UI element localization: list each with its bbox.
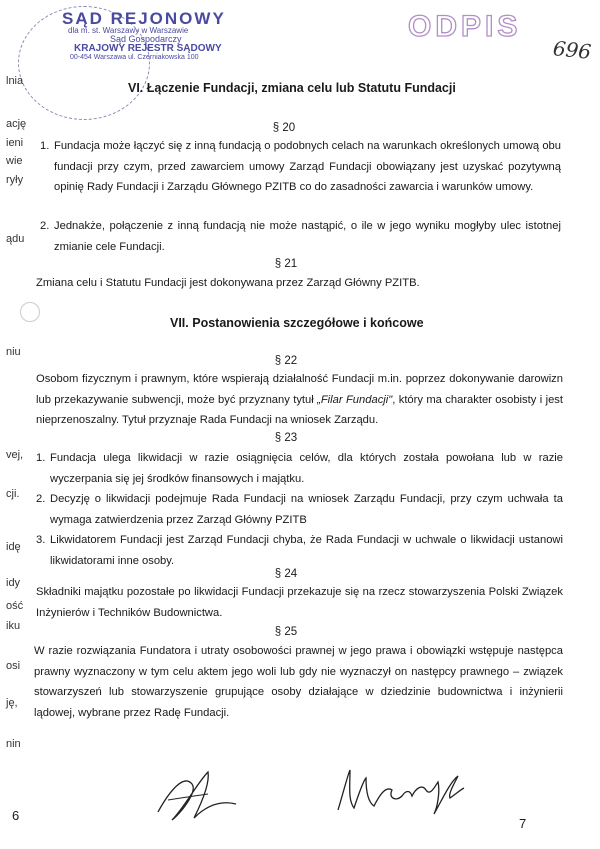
margin-fragment: nin xyxy=(6,738,21,750)
item-number: 1. xyxy=(40,140,50,152)
margin-fragment: ieni xyxy=(6,137,24,149)
item-text: Decyzję o likwidacji podejmuje Rada Fundacji na wniosek Zarządu Fundacji, przy czym uchwała ta wymaga zatwierdzenia przez Zarząd Główny PZITB xyxy=(50,493,563,526)
section-21-label: § 21 xyxy=(274,258,298,270)
margin-fragment: ądu xyxy=(6,233,25,245)
section-22-text-start: Osobom fizycznym i prawnym, które wspierają działalność Fundacji m.in. poprzez dokonywanie darowizn lub przekazywanie subwencji, może być przyznany tytuł xyxy=(36,373,563,406)
item-text: Likwidatorem Fundacji jest Zarząd Fundacji chyba, że Rada Fundacji w uchwale o likwidacji ustanowi likwidatorami inne osoby. xyxy=(50,534,563,567)
margin-fragment: ję, xyxy=(6,697,18,709)
margin-fragment: ość xyxy=(6,600,24,612)
section-23-label: § 23 xyxy=(274,432,298,444)
page-number-left: 6 xyxy=(12,808,20,823)
item-text: Fundacja ulega likwidacji w razie osiągnięcia celów, dla których została powołana lub w razie wyczerpania się jej środków finansowych i majątku. xyxy=(50,452,563,485)
signature-2 xyxy=(330,760,470,820)
margin-fragment: osi xyxy=(6,660,21,672)
page-number-right: 7 xyxy=(519,816,527,831)
section-25-text: W razie rozwiązania Fundatora i utraty osobowości prawnej w jego prawa i obowiązki wstępuje następca prawny wyznaczony w tym celu aktem jego woli lub gdy nie wyznaczył on następcy prawnego – związek stowarzyszeń lub stowarzyszenie grupujące osoby działające w dziedzinie budownictwa i inżynierii lądowej, wybrane przez Radę Fundacji. xyxy=(34,645,563,719)
item-text: Jednakże, połączenie z inną fundacją nie może nastąpić, o ile w jego wyniku mogłyby ulec istotnej zmianie cele Fundacji. xyxy=(54,220,561,253)
margin-fragment: cji. xyxy=(6,488,20,500)
margin-fragment: idę xyxy=(6,541,21,553)
chapter-6-heading: VI. Łączenie Fundacji, zmiana celu lub Statutu Fundacji xyxy=(128,81,456,95)
chapter-7-heading: VII. Postanowienia szczegółowe i końcowe xyxy=(170,316,424,330)
margin-fragment: wie xyxy=(6,155,23,167)
margin-fragment: ację xyxy=(6,118,27,130)
margin-fragment: idy xyxy=(6,577,21,589)
stamp-line-2: dla m. st. Warszawy w Warszawie xyxy=(68,26,189,35)
section-25-label: § 25 xyxy=(274,626,298,638)
handwritten-number: 696 xyxy=(551,36,593,64)
item-text: Fundacja może łączyć się z inną fundacją o podobnych celach na warunkach określonych umową obu fundacji przy czym, przed zawarciem umowy Zarząd Fundacji obowiązany jest uzyskać pozytywną opinię Rady Fundacji i Zarządu Głównego PZITB co do zasadności zawarcia i warunków umowy. xyxy=(54,140,561,193)
section-24-label: § 24 xyxy=(274,568,298,580)
stamp-line-4: KRAJOWY REJESTR SĄDOWY xyxy=(74,43,222,54)
stamp-line-3: Sąd Gospodarczy xyxy=(110,34,182,44)
court-stamp xyxy=(62,10,252,61)
item-number: 3. xyxy=(36,534,46,546)
stamp-line-1: SĄD REJONOWY xyxy=(62,9,226,28)
section-22-label: § 22 xyxy=(274,355,298,367)
section-20-label: § 20 xyxy=(272,122,296,134)
margin-fragment: lnia xyxy=(6,75,24,87)
section-24-text: Składniki majątku pozostałe po likwidacji Fundacji przekazuje się na rzecz stowarzyszenia Polski Związek Inżynierów i Techników Budownictwa. xyxy=(36,586,563,619)
section-20-item-1 xyxy=(40,136,561,198)
margin-fragment: niu xyxy=(6,346,21,358)
margin-fragment: iku xyxy=(6,620,21,632)
odpis-stamp: ODPIS xyxy=(408,10,522,43)
margin-fragment: vej, xyxy=(6,449,24,461)
section-23-item-3 xyxy=(36,530,563,571)
section-20-item-2 xyxy=(40,216,561,257)
signature-1 xyxy=(150,760,250,830)
section-23-item-1 xyxy=(36,448,563,489)
filar-fundacji-title: „Filar Fundacji" xyxy=(317,393,393,406)
margin-circle-mark xyxy=(20,302,40,322)
section-21-text: Zmiana celu i Statutu Fundacji jest dokonywana przez Zarząd Główny PZITB. xyxy=(36,277,420,289)
item-number: 1. xyxy=(36,452,46,464)
item-number: 2. xyxy=(40,220,50,232)
item-number: 2. xyxy=(36,493,46,505)
section-23-item-2 xyxy=(36,489,563,530)
margin-fragment: ryły xyxy=(6,174,24,186)
section-22-text-end: , który ma charakter osobisty i jest nieprzenoszalny. Tytuł przyznaje Rada Fundacji na wniosek Zarządu. xyxy=(36,393,563,426)
section-22-text xyxy=(36,369,563,431)
stamp-line-5: 00-454 Warszawa ul. Czerniakowska 100 xyxy=(70,54,199,61)
